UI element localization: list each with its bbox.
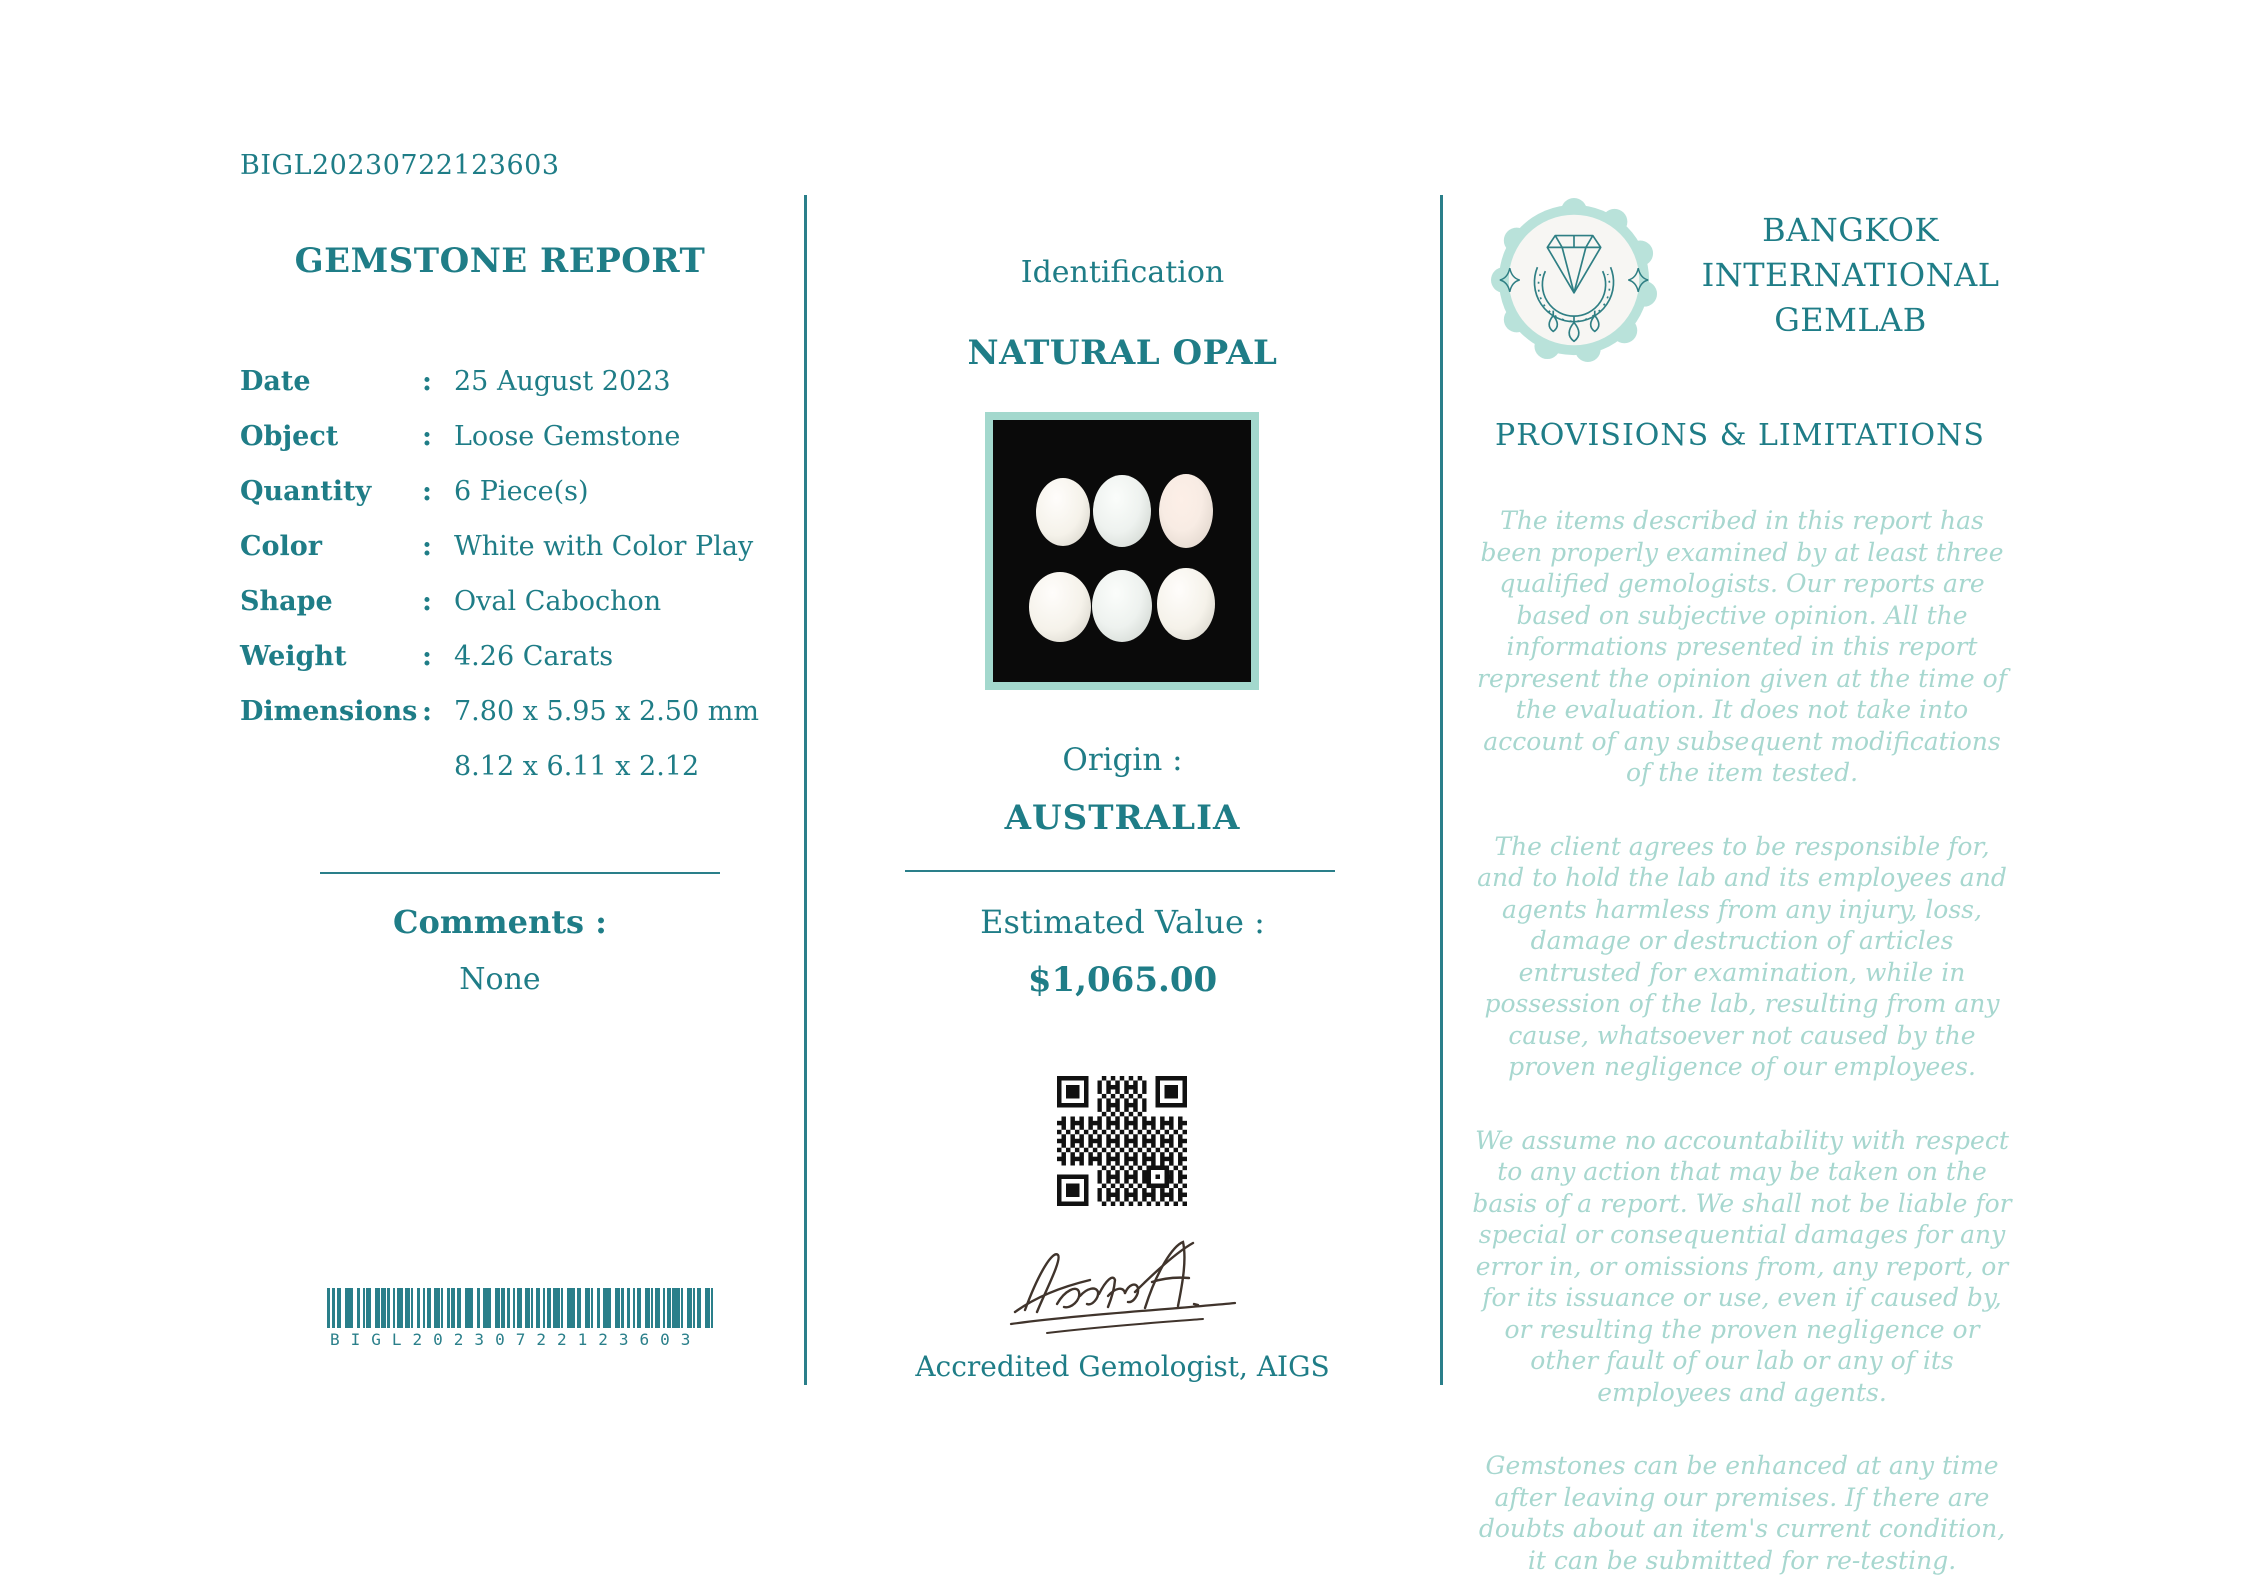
provisions-paragraph: We assume no accountability with respect to any action that may be taken on the basis of a report. We shall not be liable for special or consequential damages for any error in, or omissions from, any report, or for its issuance or use, even if caused by, or resulting the proven negligence or other fault of our lab or any of its employees and agents. [1472,1125,2012,1407]
origin-label: Origin : [1062,742,1183,778]
gemstone-photo [985,412,1259,690]
field-value: White with Color Play [454,531,754,562]
origin-value: AUSTRALIA [1004,798,1241,838]
field-value: 25 August 2023 [454,366,671,397]
field-label: Dimensions [240,696,418,727]
field-label: Weight [240,641,347,672]
gemstone-photo-background [993,420,1251,682]
opal-gem [1157,568,1215,640]
field-value: Oval Cabochon [454,586,662,617]
opal-gem [1036,478,1090,546]
field-row-dimensions: Dimensions : 7.80 x 5.95 x 2.50 mm [240,692,770,731]
field-value: 7.80 x 5.95 x 2.50 mm [454,696,759,727]
field-value: 4.26 Carats [454,641,614,672]
provisions-paragraph: Gemstones can be enhanced at any time after leaving our premises. If there are doubts about an item's current condition, it can be submitted for re-testing. [1478,1451,2006,1575]
comments-divider [320,872,720,874]
field-label: Date [240,366,311,397]
barcode-text: BIGL20230722123603 [330,1330,702,1349]
field-label: Color [240,531,322,562]
lab-name-line: GEMLAB [1774,301,1927,339]
identification-result: NATURAL OPAL [967,333,1278,373]
field-row-object: Object : Loose Gemstone [240,417,770,456]
field-row-color: Color : White with Color Play [240,527,770,566]
qr-code [1057,1075,1187,1211]
comments-label: Comments : [393,903,607,941]
lab-name-line: BANGKOK [1762,211,1939,249]
report-id: BIGL20230722123603 [240,150,560,181]
field-label: Object [240,421,339,452]
field-label: Shape [240,586,333,617]
provisions-heading: PROVISIONS & LIMITATIONS [1495,418,1985,453]
opal-gem [1093,475,1151,547]
field-row-shape: Shape : Oval Cabochon [240,582,770,621]
field-label: Quantity [240,476,372,507]
lab-name [1678,208,2023,343]
opal-gem [1092,570,1152,642]
provisions-body [1468,505,2016,1589]
value-divider [905,870,1335,872]
column-divider-left [804,195,807,1385]
signature [995,1230,1250,1349]
provisions-paragraph: The items described in this report has been properly examined by at least three qualified gemologists. Our reports are based on subjective opinion. All the informations presented in this report represent the opinion given at the time of the evaluation. It does not take into account of any subsequent modifications of the item tested. [1477,506,2007,787]
estimated-value-label: Estimated Value : [980,903,1265,941]
field-value: 6 Piece(s) [454,476,589,507]
column-divider-right [1440,195,1443,1385]
estimated-value-amount: $1,065.00 [1027,960,1218,1000]
field-value: 8.12 x 6.11 x 2.12 [454,751,700,782]
gemologist-title: Accredited Gemologist, AIGS [915,1350,1330,1383]
barcode [327,1288,715,1328]
field-value: Loose Gemstone [454,421,681,452]
comments-value: None [459,962,541,997]
report-fields [240,362,770,802]
field-row-quantity: Quantity : 6 Piece(s) [240,472,770,511]
lab-logo [1490,196,1658,368]
field-row-weight: Weight : 4.26 Carats [240,637,770,676]
logo-scalloped-ring [1491,198,1657,362]
lab-name-line: INTERNATIONAL [1701,256,2000,294]
opal-gem [1029,572,1091,642]
report-title: GEMSTONE REPORT [294,241,706,281]
identification-heading: Identification [1020,255,1225,290]
field-row-date: Date : 25 August 2023 [240,362,770,401]
provisions-paragraph: The client agrees to be responsible for, and to hold the lab and its employees and agents harmless from any injury, loss, damage or destruction of articles entrusted for examination, while in possession of the lab, resulting from any cause, whatsoever not caused by the proven negligence of our employees. [1477,831,2007,1081]
opal-gem [1159,474,1213,548]
field-row-dimensions-2 [240,747,770,786]
